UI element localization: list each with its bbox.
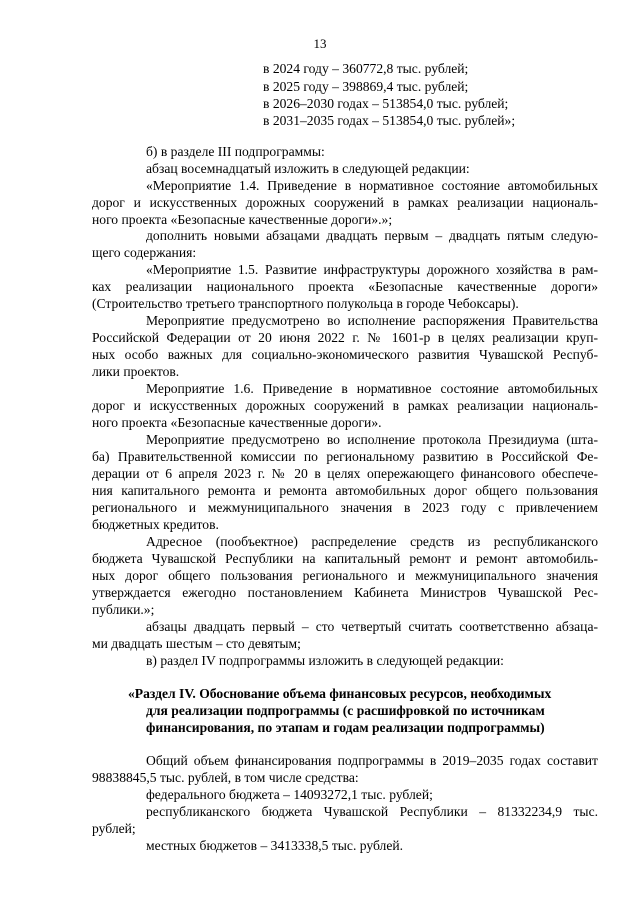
paragraph-line: ного проекта «Безопасные качественные дороги».»; — [92, 212, 393, 227]
paragraph-line: Мероприятие предусмотрено во исполнение протокола Президиума (шта- — [146, 432, 598, 447]
paragraph-line: рублей; — [92, 821, 136, 836]
paragraph-line: (Строительство третьего транспортного полукольца в городе Чебоксары). — [92, 296, 519, 311]
paragraph-line: 98838845,5 тыс. рублей, в том числе средства: — [92, 770, 359, 785]
paragraph-line: в) раздел IV подпрограммы изложить в следующей редакции: — [146, 653, 504, 668]
paragraph-line: абзац восемнадцатый изложить в следующей редакции: — [146, 161, 470, 176]
section-b-line: б) в разделе III подпрограммы: — [146, 144, 325, 159]
funding-year-2025: в 2025 году – 398869,4 тыс. рублей; — [263, 79, 469, 94]
paragraph-line: регионального и межмуниципального значения в 2023 году с привлечением — [92, 500, 598, 515]
paragraph-line: ного проекта «Безопасные качественные дороги». — [92, 415, 382, 430]
paragraph-line: республиканского бюджета Чувашской Республики – 81332234,9 тыс. — [146, 804, 598, 819]
paragraph-line: ния капитального ремонта и ремонта автомобильных дорог общего пользования — [92, 483, 598, 498]
paragraph-line: Мероприятие предусмотрено во исполнение распоряжения Правительства — [146, 313, 598, 328]
paragraph-line: ных дорог общего пользования регионального и межмуниципального значения — [92, 568, 598, 583]
paragraph-line: бюджета Чувашской Республики на капитальный ремонт и ремонт автомобиль- — [92, 551, 598, 566]
paragraph-line: Мероприятие 1.6. Приведение в нормативное состояние автомобильных — [146, 381, 598, 396]
paragraph-line: местных бюджетов – 3413338,5 тыс. рублей. — [146, 838, 404, 853]
paragraph-line: абзацы двадцать первый – сто четвертый считать соответственно абзаца- — [146, 619, 598, 634]
funding-year-2031-2035: в 2031–2035 годах – 513854,0 тыс. рублей»; — [263, 113, 516, 128]
paragraph-line: ба) Правительственной комиссии по региональному развитию в Российской Фе- — [92, 449, 598, 464]
funding-year-2026-2030: в 2026–2030 годах – 513854,0 тыс. рублей; — [263, 96, 509, 111]
paragraph-line: Российской Федерации от 20 июня 2022 г. № 1601-р в целях реализации круп- — [92, 330, 598, 345]
paragraph-line: дорог и искусственных дорожных сооружений в рамках реализации националь- — [92, 398, 598, 413]
section-heading-line: для реализации подпрограммы (с расшифровкой по источникам — [146, 703, 545, 718]
funding-year-2024: в 2024 году – 360772,8 тыс. рублей; — [263, 61, 469, 76]
paragraph-line: «Мероприятие 1.5. Развитие инфраструктуры дорожного хозяйства в рам- — [146, 262, 598, 277]
paragraph-line: Адресное (пообъектное) распределение средств из республиканского — [146, 534, 598, 549]
paragraph-line: бюджетных кредитов. — [92, 517, 219, 532]
paragraph-line: публики.»; — [92, 602, 155, 617]
paragraph-line: ках реализации национального проекта «Безопасные качественные дороги» — [92, 279, 598, 294]
paragraph-line: утверждается ежегодно постановлением Кабинета Министров Чувашской Рес- — [92, 585, 598, 600]
paragraph-line: дорог и искусственных дорожных сооружений в рамках реализации националь- — [92, 195, 598, 210]
paragraph-line: Общий объем финансирования подпрограммы в 2019–2035 годах составит — [146, 753, 598, 768]
paragraph-line: «Мероприятие 1.4. Приведение в нормативное состояние автомобильных — [146, 178, 598, 193]
section-heading-line: «Раздел IV. Обоснование объема финансовых ресурсов, необходимых — [128, 686, 552, 701]
paragraph-line: ных особо важных для социально-экономического развития Чувашской Респуб- — [92, 347, 598, 362]
paragraph-line: ми двадцать шестым – сто девятым; — [92, 636, 301, 651]
section-heading-line: финансирования, по этапам и годам реализации подпрограммы) — [146, 720, 545, 735]
paragraph-line: дерации от 6 апреля 2023 г. № 20 в целях опережающего финансового обеспече- — [92, 466, 598, 481]
page-number: 13 — [313, 36, 327, 51]
paragraph-line: федерального бюджета – 14093272,1 тыс. рублей; — [146, 787, 433, 802]
paragraph-line: дополнить новыми абзацами двадцать первым – двадцать пятым следую- — [146, 228, 598, 243]
paragraph-line: щего содержания: — [92, 245, 197, 260]
paragraph-line: лики проектов. — [92, 364, 180, 379]
